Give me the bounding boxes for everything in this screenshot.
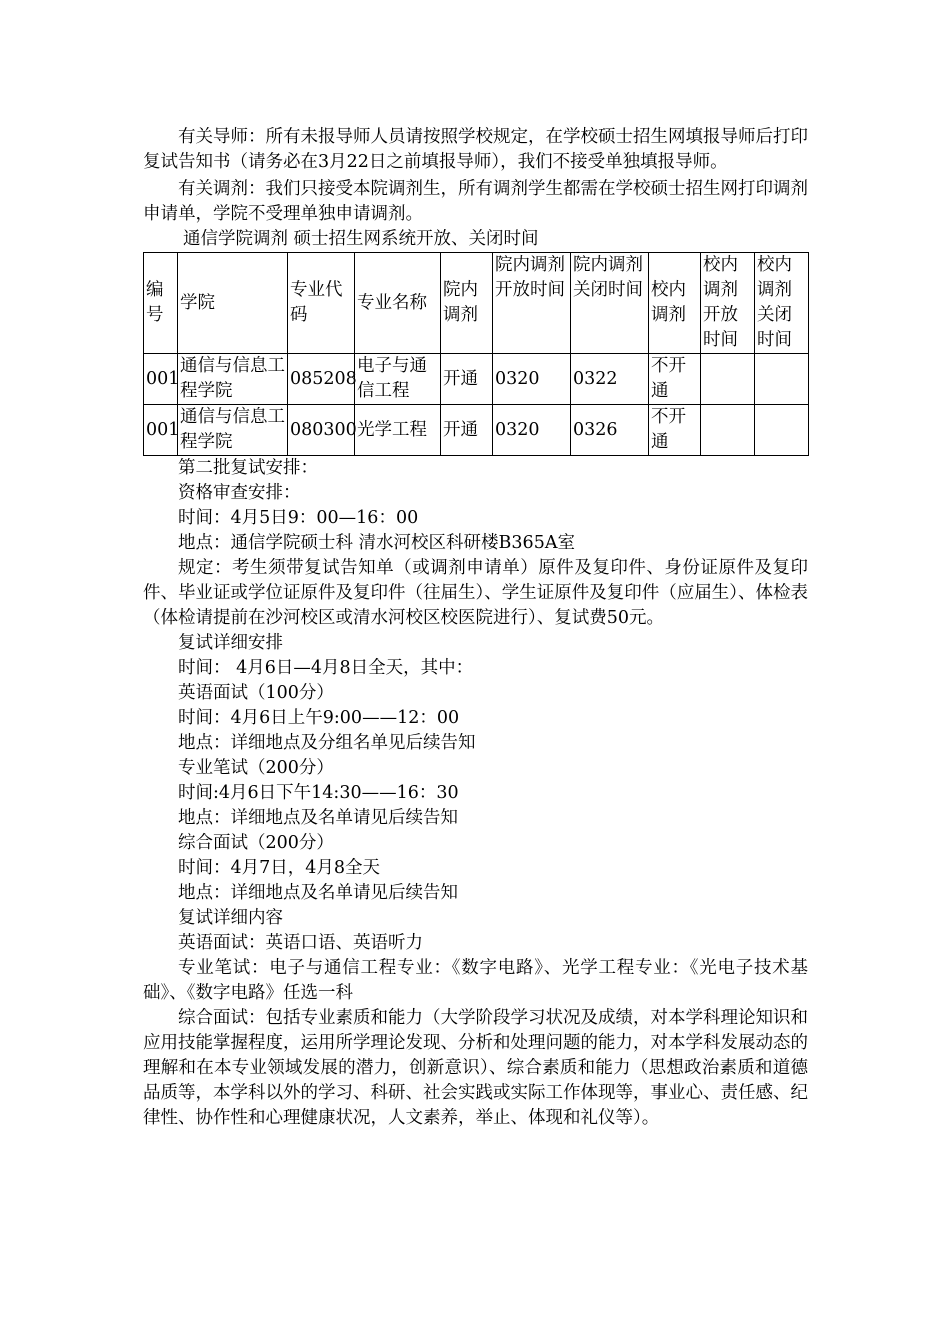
table-cell xyxy=(755,354,809,405)
english-interview-location: 地点：详细地点及分组名单见后续告知 xyxy=(178,733,476,753)
table-cell: 不开通 xyxy=(649,354,701,405)
heading-second-batch: 第二批复试安排： xyxy=(178,458,318,478)
header-cell: 编号 xyxy=(144,253,178,354)
written-exam-title: 专业笔试（200分） xyxy=(178,758,334,778)
paragraph-adjustment: 有关调剂：我们只接受本院调剂生，所有调剂学生都需在学校硕士招生网打印调剂申请单，学院不受理单独申请调剂。 xyxy=(143,179,808,224)
comprehensive-interview-location: 地点：详细地点及名单请见后续告知 xyxy=(178,883,458,903)
comprehensive-interview-title: 综合面试（200分） xyxy=(178,833,334,853)
table-cell: 光学工程 xyxy=(355,405,441,456)
table-caption: 通信学院调剂 硕士招生网系统开放、关闭时间 xyxy=(183,229,539,249)
header-cell: 专业名称 xyxy=(355,253,441,354)
table-cell: 0322 xyxy=(571,354,649,405)
table-row xyxy=(144,354,809,405)
table-header-row xyxy=(144,253,809,354)
heading-qualification-review: 资格审查安排： xyxy=(178,483,301,503)
adjustment-schedule-table xyxy=(143,252,809,456)
table-cell: 开通 xyxy=(441,405,493,456)
paragraph-advisor: 有关导师：所有未报导师人员请按照学校规定，在学校硕士招生网填报导师后打印复试告知书（请务必在3月22日之前填报导师），我们不接受单独填报导师。 xyxy=(143,127,808,172)
table-cell xyxy=(701,354,755,405)
comprehensive-interview-time: 时间：4月7日，4月8全天 xyxy=(178,858,381,878)
comprehensive-interview-content: 综合面试：包括专业素质和能力（大学阶段学习状况及成绩，对本学科理论知识和应用技能掌握程度，运用所学理论发现、分析和处理问题的能力，对本学科发展动态的理解和在本专业领域发展的潜力，创新意识）、综合素质和能力（思想政治素质和道德品质等，本学科以外的学习、科研、社会实践或实际工作体现等，事业心、责任感、纪律性、协作性和心理健康状况，人文素养，举止、体现和礼仪等）。 xyxy=(143,1008,808,1128)
table-cell: 0320 xyxy=(493,405,571,456)
header-cell: 专业代码 xyxy=(288,253,355,354)
review-location: 地点：通信学院硕士科 清水河校区科研楼B365A室 xyxy=(178,533,575,553)
header-cell: 校内调剂开放时间 xyxy=(701,253,755,354)
table-cell: 电子与通信工程 xyxy=(355,354,441,405)
table-cell: 085208 xyxy=(288,354,355,405)
header-cell: 院内调剂 xyxy=(441,253,493,354)
table-cell: 001 xyxy=(144,354,178,405)
header-cell: 校内调剂 xyxy=(649,253,701,354)
table-cell: 0320 xyxy=(493,354,571,405)
table-cell: 通信与信息工程学院 xyxy=(178,405,288,456)
table-cell: 通信与信息工程学院 xyxy=(178,354,288,405)
table-cell xyxy=(701,405,755,456)
table-cell xyxy=(755,405,809,456)
english-interview-time: 时间：4月6日上午9:00——12：00 xyxy=(178,708,460,728)
header-cell: 院内调剂关闭时间 xyxy=(571,253,649,354)
review-time: 时间：4月5日9：00—16：00 xyxy=(178,508,419,528)
table-cell: 不开通 xyxy=(649,405,701,456)
written-exam-location: 地点：详细地点及名单请见后续告知 xyxy=(178,808,458,828)
table-cell: 开通 xyxy=(441,354,493,405)
document-body xyxy=(143,125,808,1131)
header-cell: 学院 xyxy=(178,253,288,354)
header-cell: 院内调剂开放时间 xyxy=(493,253,571,354)
table-cell: 080300 xyxy=(288,405,355,456)
heading-detailed-schedule: 复试详细安排 xyxy=(178,633,283,653)
schedule-time: 时间： 4月6日—4月8日全天，其中： xyxy=(178,658,474,678)
written-exam-time: 时间:4月6日下午14:30——16：30 xyxy=(178,783,459,803)
english-interview-content: 英语面试：英语口语、英语听力 xyxy=(178,933,423,953)
review-requirements: 规定：考生须带复试告知单（或调剂申请单）原件及复印件、身份证原件及复印件、毕业证或学位证原件及复印件（往届生）、学生证原件及复印件（应届生）、体检表（体检请提前在沙河校区或清水河校区校医院进行）、复试费50元。 xyxy=(143,558,808,628)
table-row xyxy=(144,405,809,456)
english-interview-title: 英语面试（100分） xyxy=(178,683,334,703)
heading-detailed-content: 复试详细内容 xyxy=(178,908,283,928)
table-cell: 0326 xyxy=(571,405,649,456)
header-cell: 校内调剂关闭时间 xyxy=(755,253,809,354)
table-cell: 001 xyxy=(144,405,178,456)
written-exam-content: 专业笔试：电子与通信工程专业：《数字电路》、光学工程专业：《光电子技术基础》、《数字电路》任选一科 xyxy=(143,958,808,1003)
